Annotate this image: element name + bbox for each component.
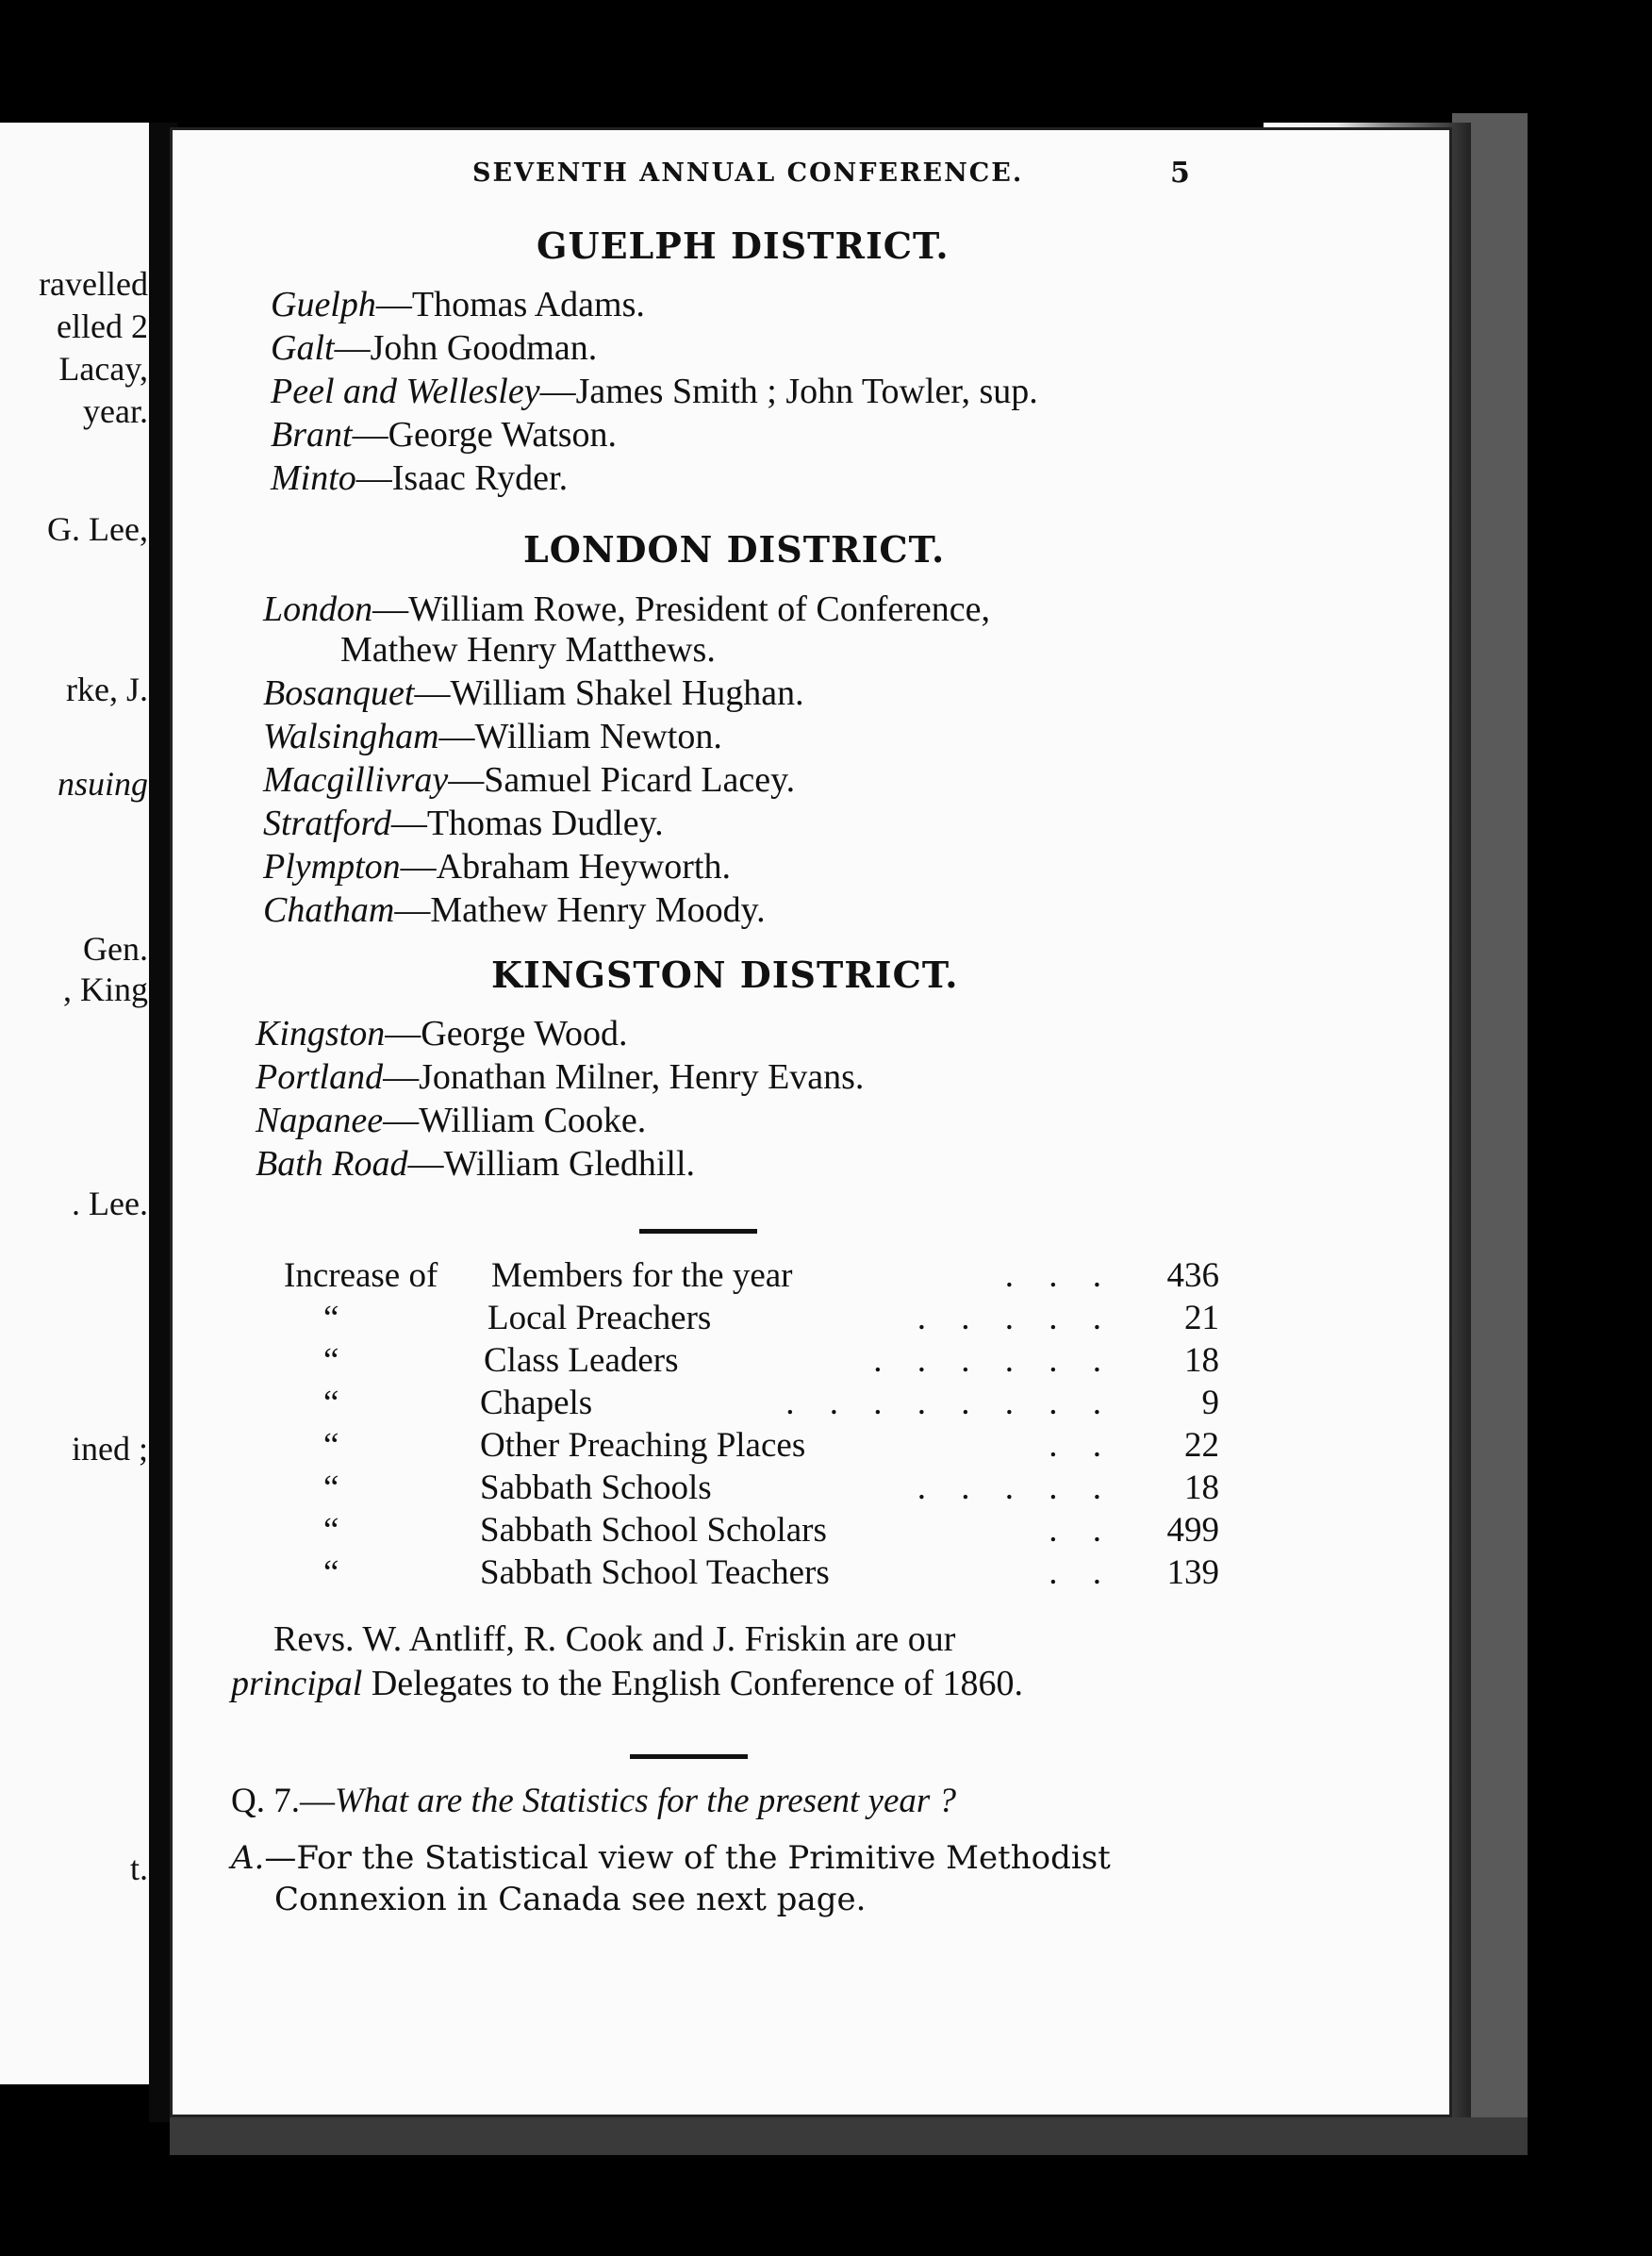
ditto-mark: “: [323, 1299, 339, 1337]
increase-label: Local Preachers: [487, 1299, 712, 1337]
station-entry: Plympton—Abraham Heyworth.: [263, 847, 731, 887]
increase-value: 139: [1166, 1553, 1219, 1592]
leader-dots: . .: [1049, 1426, 1115, 1465]
facing-page-fragment: rke, J.: [66, 671, 148, 708]
leader-dots: . .: [1049, 1511, 1115, 1550]
increase-value: 9: [1201, 1384, 1219, 1422]
facing-page-fragment: G. Lee,: [47, 510, 148, 548]
delegates-line: principal Delegates to the English Conference of 1860.: [231, 1664, 1024, 1703]
scan-frame-bottom: [170, 2117, 1528, 2155]
increase-label: Other Preaching Places: [480, 1426, 806, 1465]
district-heading: KINGSTON DISTRICT.: [491, 954, 959, 996]
ditto-mark: “: [323, 1426, 339, 1465]
station-entry: Stratford—Thomas Dudley.: [263, 804, 664, 843]
increase-value: 499: [1166, 1511, 1219, 1550]
station-entry: Chatham—Mathew Henry Moody.: [263, 890, 766, 930]
facing-page-fragment: year.: [83, 392, 148, 430]
increase-label: Sabbath School Scholars: [480, 1511, 827, 1550]
leader-dots: . .: [1049, 1553, 1115, 1592]
station-entry: Macgillivray—Samuel Picard Lacey.: [263, 760, 796, 800]
facing-page-fragment: , King: [63, 970, 148, 1008]
district-heading: GUELPH DISTRICT.: [537, 224, 950, 267]
answer-7: A.—For the Statistical view of the Primitive Methodist: [231, 1839, 1111, 1877]
ditto-mark: “: [323, 1511, 339, 1550]
facing-page-fragment: elled 2: [57, 307, 148, 345]
leader-dots: . . .: [1004, 1256, 1115, 1295]
station-entry: Napanee—William Cooke.: [256, 1101, 647, 1140]
answer-7-continuation: Connexion in Canada see next page.: [274, 1881, 867, 1918]
facing-page-fragment: ined ;: [72, 1430, 148, 1468]
station-entry: Guelph—Thomas Adams.: [271, 285, 645, 324]
page-number: 5: [1170, 157, 1190, 190]
station-entry: Bosanquet—William Shakel Hughan.: [263, 673, 804, 713]
increase-label: Class Leaders: [484, 1341, 679, 1380]
district-heading: LONDON DISTRICT.: [523, 528, 946, 571]
increase-value: 18: [1184, 1341, 1219, 1380]
increase-value: 436: [1166, 1256, 1219, 1295]
station-entry: London—William Rowe, President of Conference,: [263, 589, 990, 629]
facing-page-fragment: Gen.: [83, 930, 148, 968]
section-rule: [639, 1229, 757, 1234]
station-entry: Minto—Isaac Ryder.: [271, 458, 569, 498]
facing-page-fragment: Lacay,: [58, 350, 148, 388]
ditto-mark: “: [323, 1468, 339, 1507]
station-entry: Bath Road—William Gledhill.: [256, 1144, 696, 1184]
question-7: Q. 7.—What are the Statistics for the present year ?: [231, 1782, 957, 1820]
station-entry: Walsingham—William Newton.: [263, 717, 722, 756]
increase-label: Chapels: [480, 1384, 593, 1422]
increase-label: Sabbath School Teachers: [480, 1553, 830, 1592]
station-entry: Galt—John Goodman.: [271, 328, 598, 368]
station-entry: Kingston—George Wood.: [256, 1014, 628, 1053]
facing-page-fragment: nsuing: [57, 765, 148, 803]
increase-value: 21: [1184, 1299, 1219, 1337]
facing-page-fragment: . Lee.: [72, 1185, 148, 1222]
increase-label: Sabbath Schools: [480, 1468, 712, 1507]
leader-dots: . . . . . . . .: [785, 1384, 1115, 1422]
book-page: [170, 127, 1452, 2117]
increase-value: 22: [1184, 1426, 1219, 1465]
station-entry: Brant—George Watson.: [271, 415, 618, 455]
increase-lead: Increase of: [284, 1256, 438, 1295]
ditto-mark: “: [323, 1341, 339, 1380]
station-entry-continuation: Mathew Henry Matthews.: [340, 630, 716, 670]
facing-page-fragment: t.: [129, 1850, 148, 1887]
leader-dots: . . . . .: [917, 1468, 1115, 1507]
ditto-mark: “: [323, 1384, 339, 1422]
section-rule: [630, 1754, 748, 1759]
increase-label: Members for the year: [491, 1256, 793, 1295]
ditto-mark: “: [323, 1553, 339, 1592]
station-entry: Portland—Jonathan Milner, Henry Evans.: [256, 1057, 865, 1097]
leader-dots: . . . . . .: [873, 1341, 1115, 1380]
leader-dots: . . . . .: [917, 1299, 1115, 1337]
facing-page: [0, 123, 156, 2084]
running-head: SEVENTH ANNUAL CONFERENCE.: [472, 158, 1024, 188]
increase-value: 18: [1184, 1468, 1219, 1507]
facing-page-fragment: ravelled: [39, 265, 148, 303]
delegates-line: Revs. W. Antliff, R. Cook and J. Friskin are our: [273, 1619, 956, 1659]
station-entry: Peel and Wellesley—James Smith ; John Towler, sup.: [271, 372, 1038, 411]
